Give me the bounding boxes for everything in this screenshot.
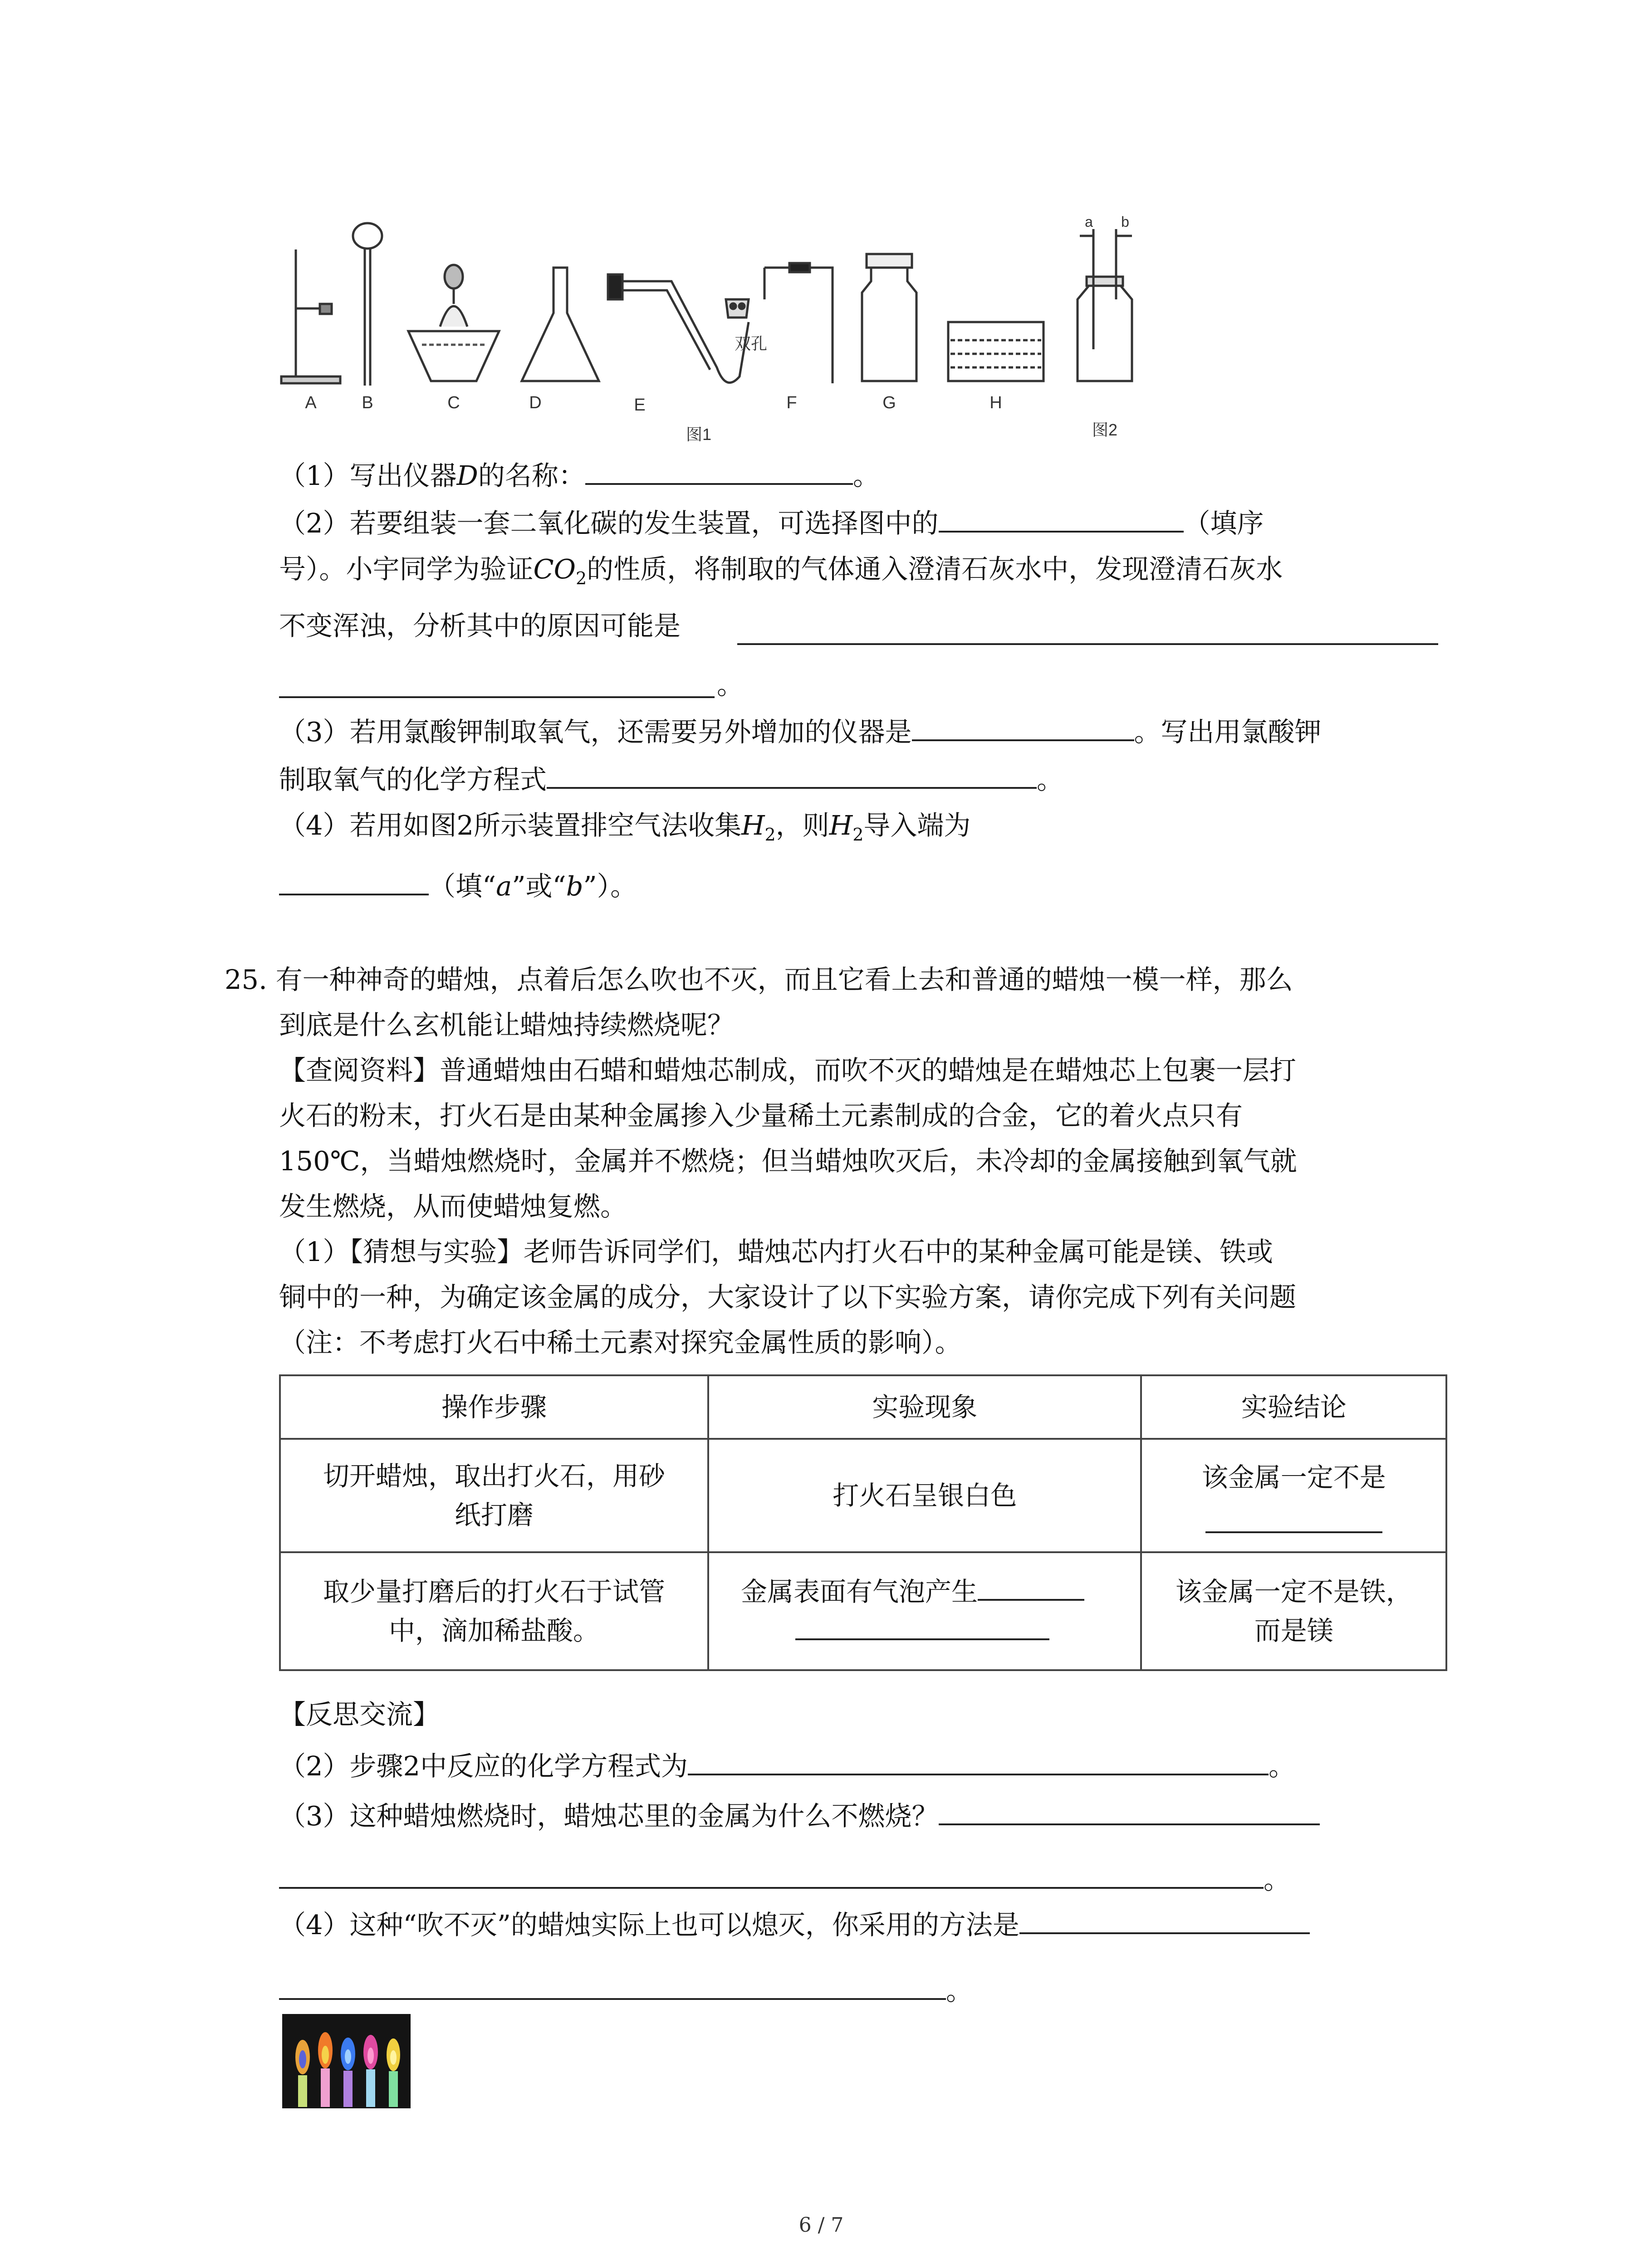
q25-line3: 【查阅资料】普通蜡烛由石蜡和蜡烛芯制成，而吹不灭的蜡烛是在蜡烛芯上包裹一层打	[279, 1055, 1297, 1086]
answer-blank-extinguish-2[interactable]	[279, 1971, 946, 2000]
fig2-caption: 图2	[1092, 420, 1118, 439]
q25-part2: （2）步骤2中反应的化学方程式为 。	[279, 1746, 1295, 1784]
table-cell: 切开蜡烛，取出打火石，用砂 纸打磨	[280, 1439, 708, 1552]
q24-part1: （1）写出仪器D的名称： 。	[279, 456, 880, 494]
label-f: F	[786, 393, 797, 412]
q25-line6: 发生燃烧，从而使蜡烛复燃。	[279, 1191, 627, 1222]
page-number: 6 / 7	[798, 2214, 844, 2237]
answer-blank-h2-inlet[interactable]	[279, 866, 429, 895]
q25-line4: 火石的粉末，打火石是由某种金属掺入少量稀土元素制成的合金，它的着火点只有	[279, 1100, 1243, 1131]
table-header: 实验现象	[708, 1375, 1141, 1439]
q25-part3-line2: 。	[279, 1860, 1290, 1898]
answer-blank-d-name[interactable]	[585, 456, 853, 485]
table-row	[280, 1439, 1446, 1552]
answer-blank-step2-equation[interactable]	[688, 1746, 1269, 1775]
q24-part2-end: 。	[717, 669, 744, 700]
apparatus-drawing	[272, 213, 1180, 467]
table-row	[280, 1552, 1446, 1670]
port-b-label: b	[1121, 214, 1129, 230]
answer-blank-kclo3-equation[interactable]	[547, 760, 1037, 789]
table-header-row	[280, 1375, 1446, 1439]
experiment-table	[279, 1374, 1447, 1671]
q24-part2-line2: 号）。小宇同学为验证$CO_2$的性质，将制取的气体通入澄清石灰水中，发现澄清石灰水	[279, 553, 1283, 588]
q25-part4: （4）这种“吹不灭”的蜡烛实际上也可以熄灭，你采用的方法是	[279, 1905, 1310, 1943]
colored-candles-image	[282, 2014, 411, 2108]
q25-part4-line2: 。	[279, 1971, 973, 2009]
q25-line8: 铜中的一种，为确定该金属的成分，大家设计了以下实验方案，请你完成下列有关问题	[279, 1281, 1297, 1313]
label-g: G	[882, 393, 896, 412]
label-c: C	[447, 393, 460, 412]
answer-blank-reason-1[interactable]	[737, 643, 1438, 645]
label-d: D	[529, 393, 542, 412]
q24-part2-line3: 不变浑浊，分析其中的原因可能是	[279, 610, 681, 641]
answer-blank-why-not-burn-2[interactable]	[279, 1860, 1264, 1889]
table-header: 实验结论	[1141, 1375, 1446, 1439]
table-cell: 该金属一定不是	[1141, 1439, 1446, 1552]
q24-part3-line1: （3）若用氯酸钾制取氧气，还需要另外增加的仪器是 。写出用氯酸钾	[279, 712, 1322, 750]
answer-blank-phenomenon-2[interactable]	[795, 1611, 1049, 1640]
label-a: A	[305, 393, 317, 412]
q24-part4-line1: （4）若用如图2所示装置排空气法收集$H_2$，则$H_2$导入端为	[279, 810, 971, 845]
label-h: H	[989, 393, 1002, 412]
apparatus-figure	[272, 213, 1180, 467]
answer-blank-phenomenon-1[interactable]	[978, 1572, 1084, 1601]
q24-part4-line2: （填“a”或“b”）。	[279, 866, 637, 904]
double-hole-label: 双孔	[734, 334, 768, 353]
answer-blank-co2-apparatus[interactable]	[939, 503, 1184, 533]
answer-blank-reason-2[interactable]	[279, 696, 715, 698]
table-cell: 金属表面有气泡产生	[708, 1552, 1141, 1670]
table-cell: 取少量打磨后的打火石于试管 中，滴加稀盐酸。	[280, 1552, 708, 1670]
answer-blank-why-not-burn-1[interactable]	[939, 1796, 1320, 1825]
reflection-heading: 【反思交流】	[279, 1699, 440, 1730]
table-header: 操作步骤	[280, 1375, 708, 1439]
candles-photo	[282, 2014, 411, 2108]
q25-line9: （注：不考虑打火石中稀土元素对探究金属性质的影响）。	[279, 1327, 962, 1358]
q25-line5: 150℃，当蜡烛燃烧时，金属并不燃烧；但当蜡烛吹灭后，未冷却的金属接触到氧气就	[279, 1145, 1297, 1177]
q25-line7: （1）【猜想与实验】老师告诉同学们，蜡烛芯内打火石中的某种金属可能是镁、铁或	[279, 1236, 1274, 1267]
answer-blank-not-metal[interactable]	[1205, 1504, 1382, 1533]
q24-part2-line1: （2）若要组装一套二氧化碳的发生装置，可选择图中的 （填序	[279, 503, 1264, 542]
label-e: E	[634, 396, 646, 415]
q25-line1: 25. 有一种神奇的蜡烛，点着后怎么吹也不灭，而且它看上去和普通的蜡烛一模一样，那么	[225, 964, 1293, 995]
q25-line2: 到底是什么玄机能让蜡烛持续燃烧呢？	[279, 1009, 735, 1041]
q25-part3: （3）这种蜡烛燃烧时，蜡烛芯里的金属为什么不燃烧？	[279, 1796, 1320, 1834]
label-b: B	[362, 393, 373, 412]
answer-blank-extra-instrument[interactable]	[912, 712, 1134, 741]
answer-blank-extinguish-1[interactable]	[1019, 1905, 1310, 1934]
table-cell: 打火石呈银白色	[708, 1439, 1141, 1552]
fig1-caption: 图1	[686, 425, 712, 444]
port-a-label: a	[1085, 214, 1093, 230]
table-cell: 该金属一定不是铁， 而是镁	[1141, 1552, 1446, 1670]
q24-part3-line2: 制取氧气的化学方程式 。	[279, 760, 1063, 798]
